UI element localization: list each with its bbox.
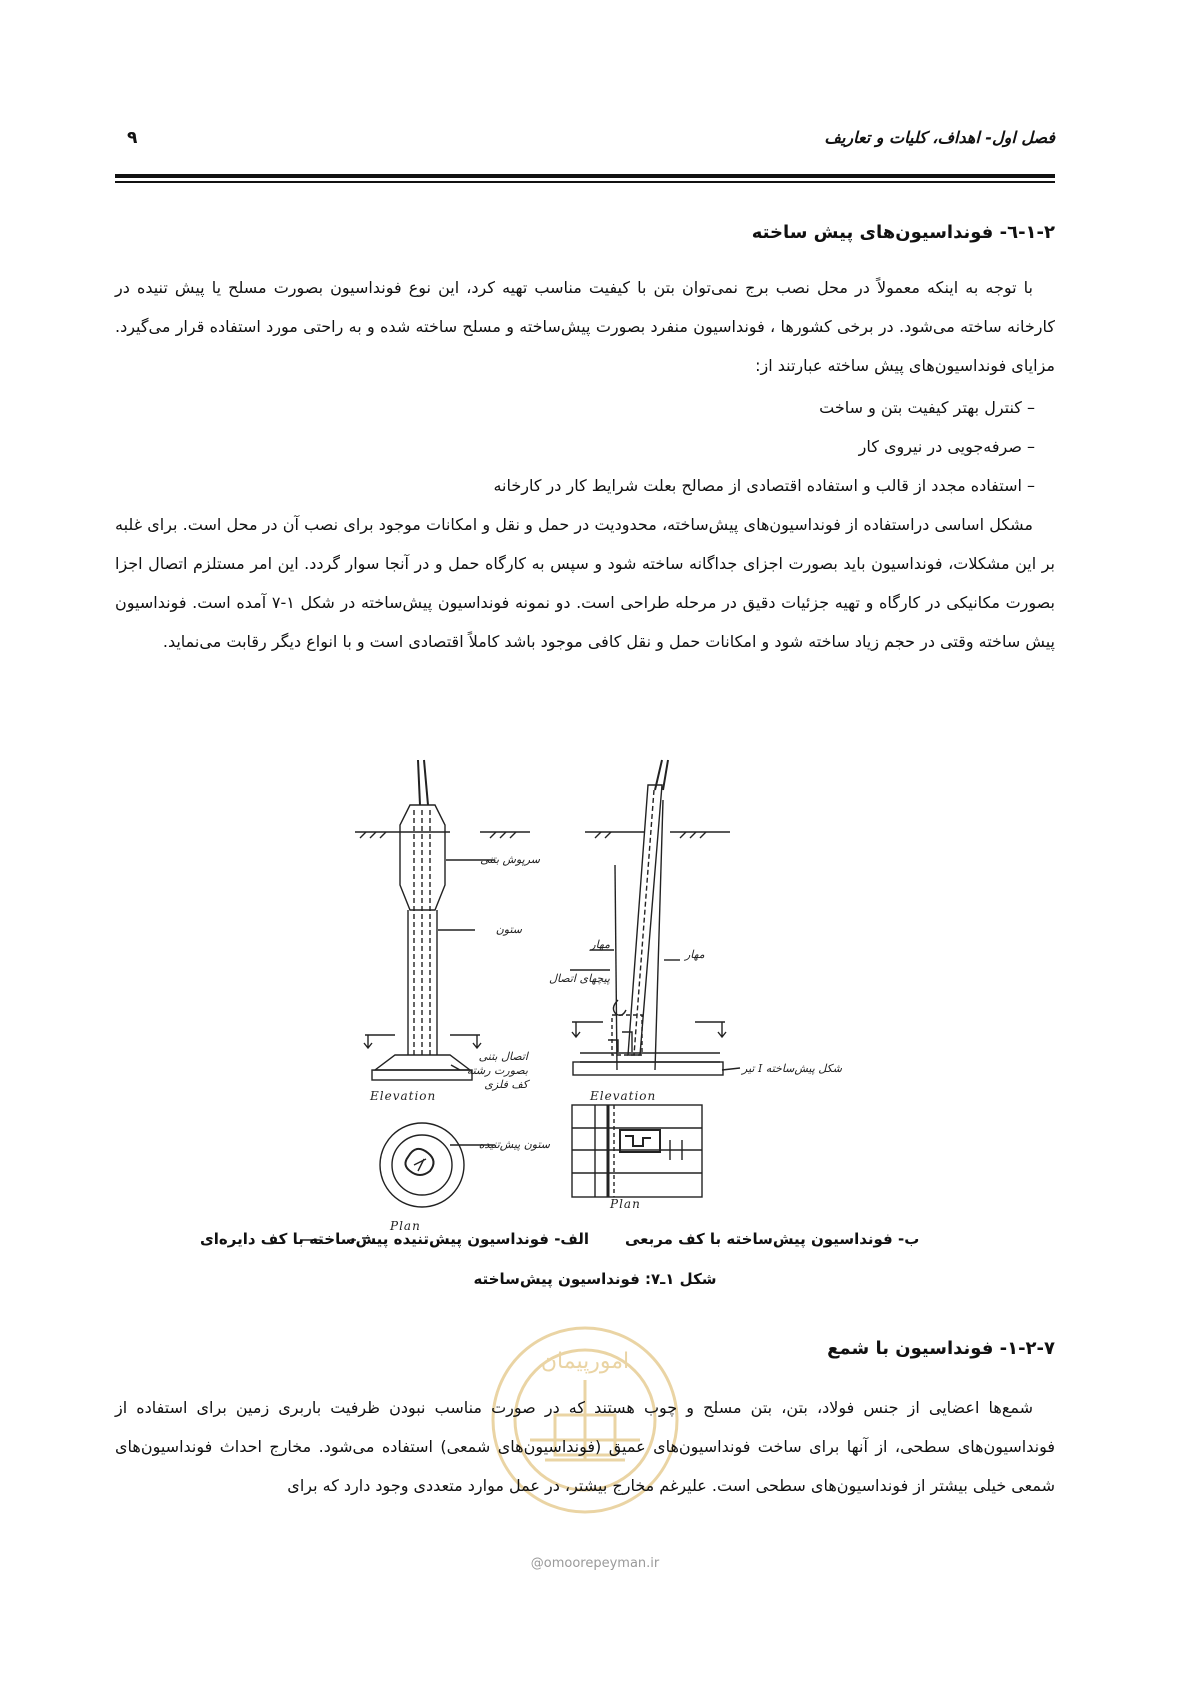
- figure-caption-a: الف- فونداسیون پیش‌تنیده پیش‌ساخته با کف دایره‌ای: [200, 1230, 590, 1248]
- label-prestressed-column: ستون پیش‌تنیده: [478, 1138, 550, 1151]
- figure-precast-foundations: [310, 770, 870, 1233]
- list-item: – کنترل بهتر کیفیت بتن و ساخت: [819, 398, 1035, 417]
- label-brace-left: مهار: [590, 938, 610, 951]
- label-plan-left: Plan: [390, 1219, 421, 1233]
- label-brace-right: مهار: [685, 948, 705, 961]
- precast-i-beam: [573, 1062, 723, 1075]
- watermark-site: @omoorepeyman.ir: [530, 1556, 660, 1571]
- section-heading-piles: ۱-۲-۷- فونداسیون با شمع: [827, 1338, 1055, 1359]
- label-joint-3: کف فلزی: [484, 1078, 528, 1091]
- paragraph-piles-text: شمع‌ها اعضایی از جنس فولاد، بتن، بتن مسلح و چوب هستند که در صورت مناسب نبودن ظرفیت باربری زمین برای استفاده از فونداسیون‌های سطحی، از آنها برای ساخت فونداسیون‌های عمیق (فونداسیون‌های شمعی) استفاده می‌شود. مخارج احداث فونداسیون‌های شمعی خیلی بیشتر از فونداسیون‌های سطحی است. علیرغم مخارج بیشتر، در عمل موارد متعددی وجود دارد که برای: [115, 1398, 1055, 1495]
- paragraph-problems: [115, 505, 1055, 661]
- header-rule-thin: [115, 181, 1055, 183]
- label-joint-1: اتصال بتنی: [478, 1050, 528, 1063]
- running-title: فصل اول- اهداف، کلیات و تعاریف: [824, 128, 1055, 147]
- label-column: ستون: [495, 923, 522, 936]
- label-elevation-right: Elevation: [590, 1089, 657, 1103]
- figure-caption-main: شکل ۱ـ۷: فونداسیون پیش‌ساخته: [473, 1270, 717, 1288]
- paragraph-piles: [115, 1388, 1055, 1505]
- figure-caption-b: ب- فونداسیون پیش‌ساخته با کف مربعی: [625, 1230, 920, 1248]
- label-concrete-cap: سرپوش بتنی: [480, 853, 540, 866]
- page-number: ۹: [127, 128, 138, 148]
- section-heading-precast: ۱-۲-٦- فونداسیون‌های پیش ساخته: [751, 222, 1055, 243]
- advantages-list: [115, 388, 1035, 505]
- paragraph-problems-text: مشکل اساسی دراستفاده از فونداسیون‌های پیش‌ساخته، محدودیت در حمل و نقل و امکانات موجود برای نصب آن در محل است. برای غلبه بر این مشکلات، فونداسیون باید بصورت اجزای جداگانه ساخته شود و سپس به کارگاه حمل و در آنجا سوار گردد. این امر مستلزم اتصال اجزا بصورت مکانیکی در کارگاه و تهیه جزئیات دقیق در مرحله طراحی است. دو نمونه فونداسیون پیش‌ساخته در شکل ۱-۷ آمده است. فونداسیون پیش ساخته وقتی در حجم زیاد ساخته شود و امکانات حمل و نقل کافی موجود باشد کاملاً اقتصادی است و با انواع دیگر رقابت می‌نماید.: [115, 515, 1055, 651]
- list-item: – صرفه‌جویی در نیروی کار: [858, 437, 1035, 456]
- brace-right: [655, 800, 663, 1070]
- paragraph-intro: [115, 268, 1055, 385]
- label-plan-right: Plan: [610, 1197, 641, 1211]
- header-rule-thick: [115, 174, 1055, 178]
- label-i-beam: تیر I شکل پیش‌ساخته: [742, 1062, 842, 1075]
- running-header: [115, 128, 1055, 158]
- emblem-text: امورپیمان: [540, 1349, 630, 1374]
- brace-left: [615, 865, 617, 1070]
- label-bolts: پیچهای اتصال: [548, 972, 610, 985]
- list-item: – استفاده مجدد از قالب و استفاده اقتصادی از مصالح بعلت شرایط کار در کارخانه: [493, 476, 1035, 495]
- label-elevation-left: Elevation: [370, 1089, 437, 1103]
- paragraph-intro-text: با توجه به اینکه معمولاً در محل نصب برج نمی‌توان بتن با کیفیت مناسب تهیه کرد، این نوع فونداسیون بصورت مسلح یا پیش تنیده در کارخانه ساخته می‌شود. در برخی کشورها ، فونداسیون منفرد بصورت پیش‌ساخته و مسلح ساخته شده و به راحتی مورد استفاده قرار می‌گیرد. مزایای فونداسیون‌های پیش ساخته عبارتند از:: [115, 278, 1055, 375]
- label-joint-2: بصورت رشته: [466, 1064, 528, 1077]
- foundation-drawings: [310, 770, 870, 1233]
